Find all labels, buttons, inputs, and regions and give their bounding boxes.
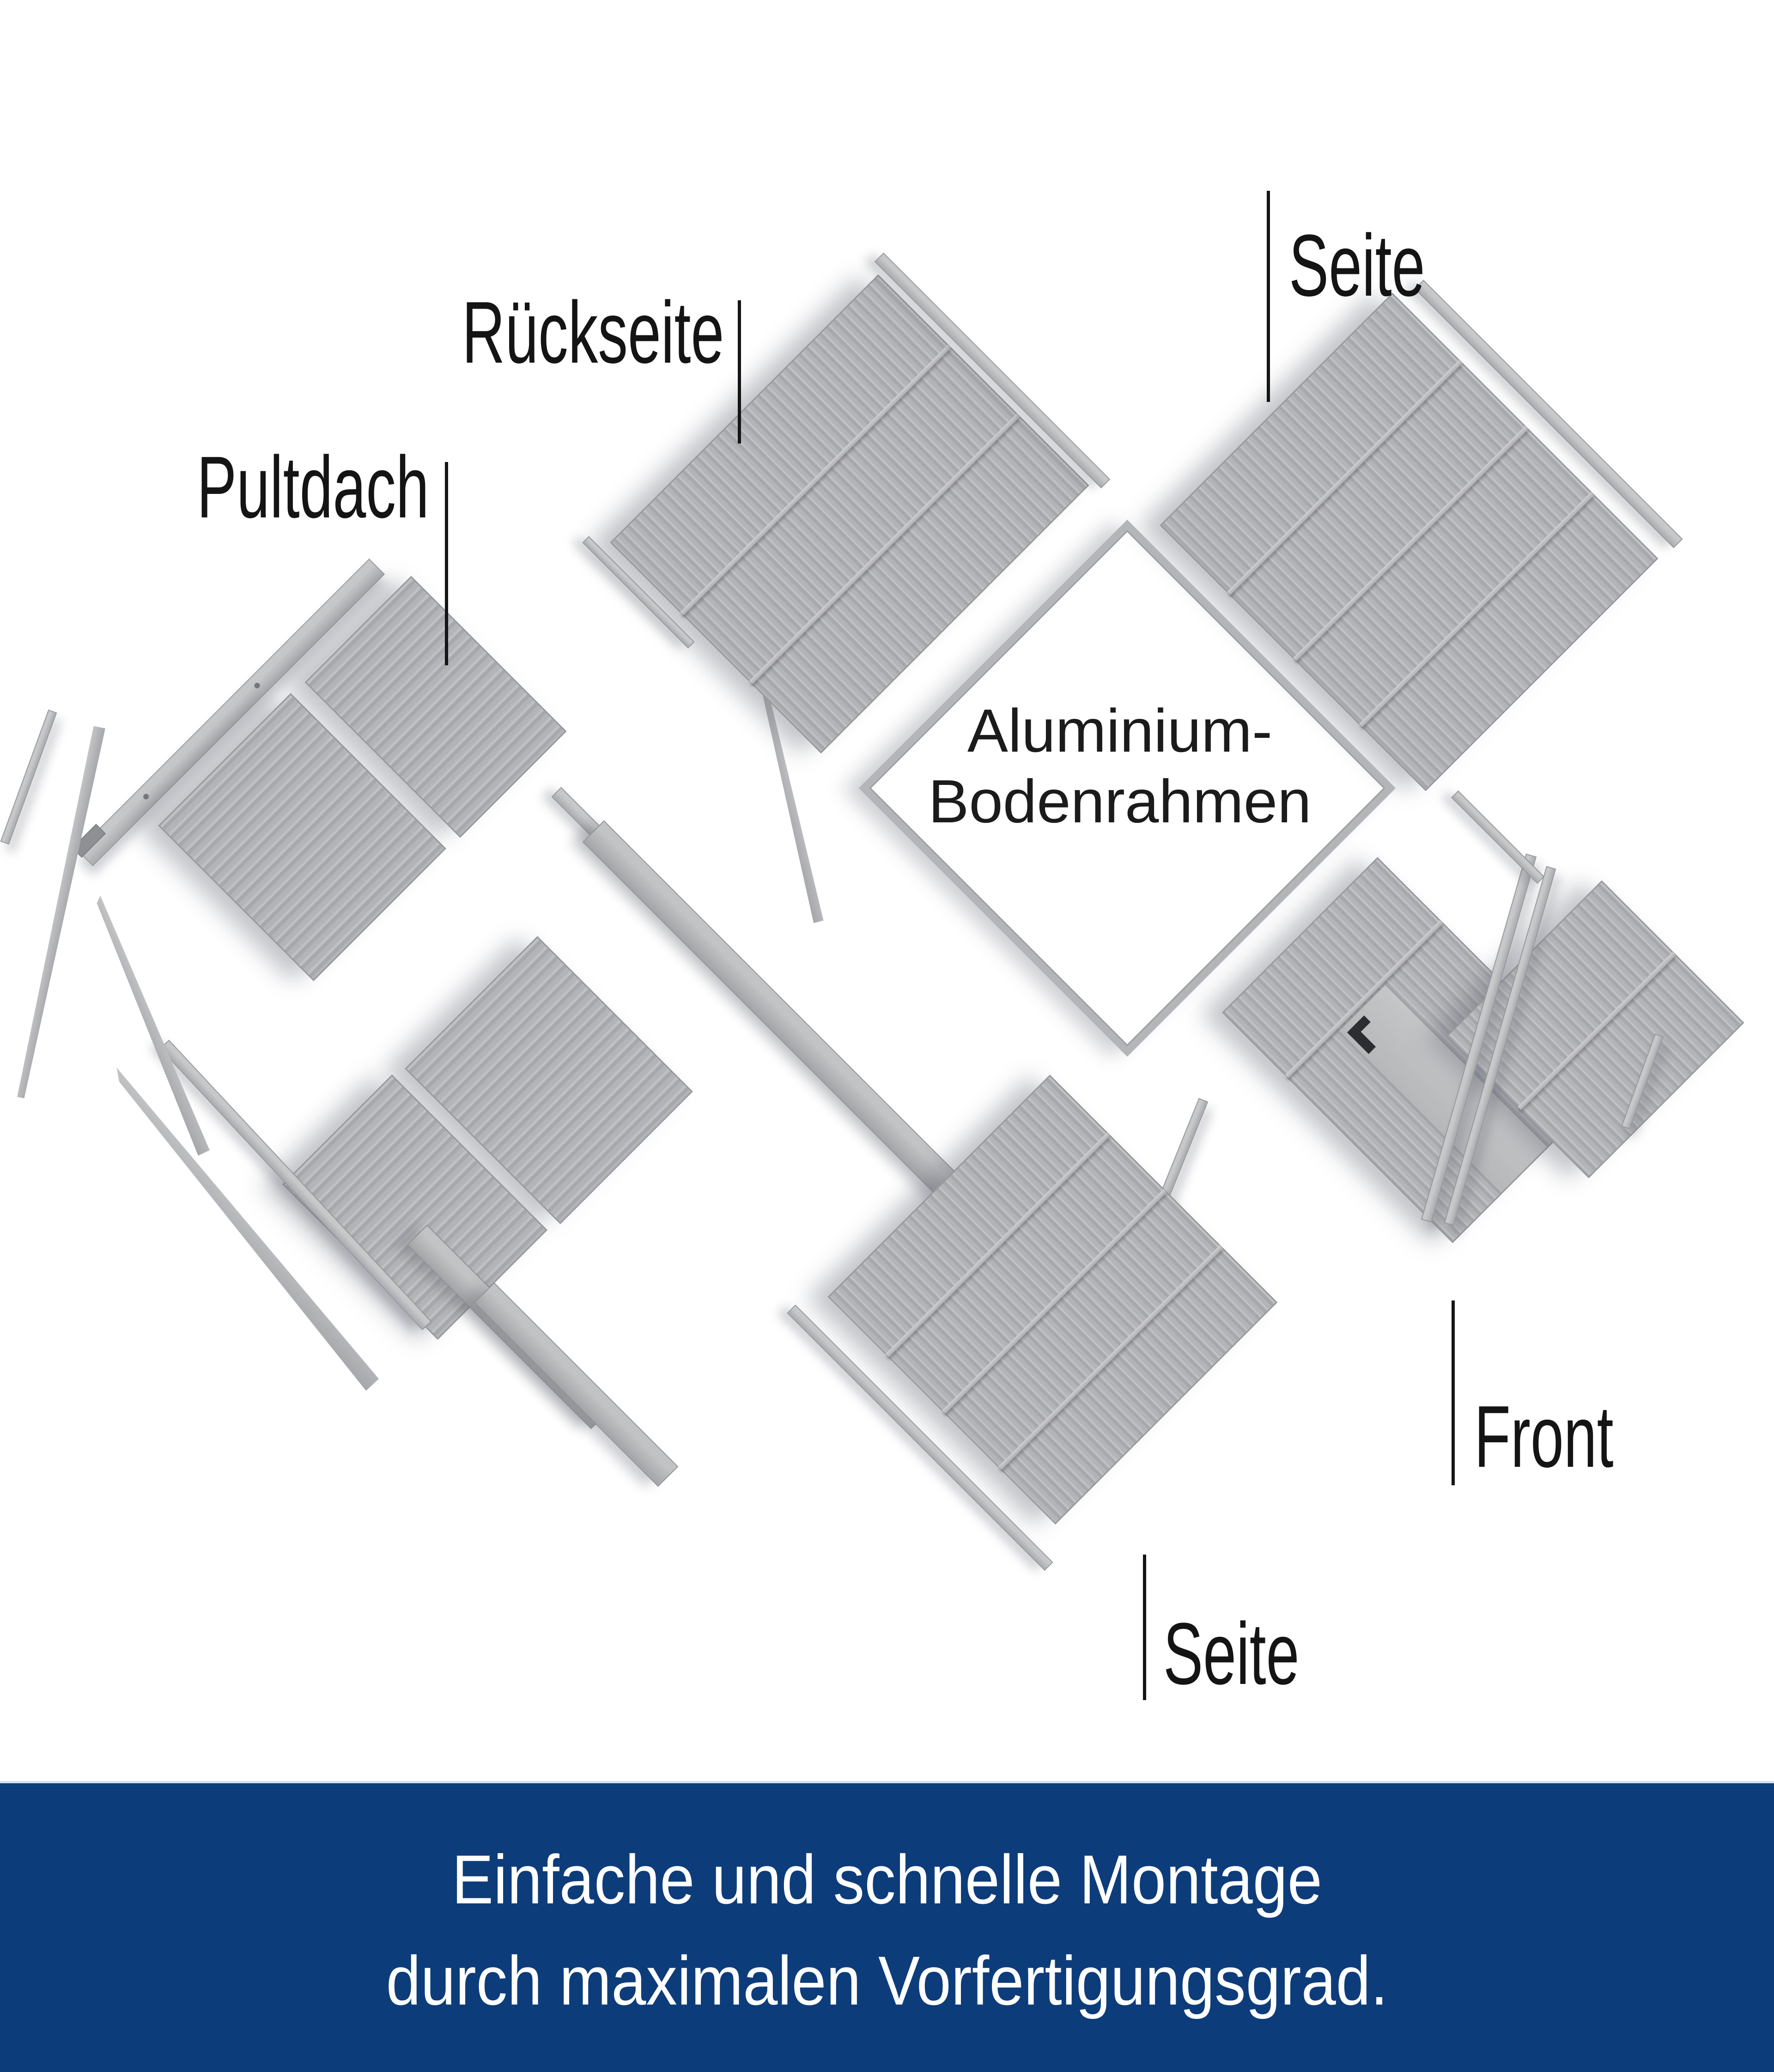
screw-hole [142,793,150,801]
leader-line-pultdach [445,462,448,665]
door-handle [1347,1025,1376,1054]
caption-line-1: Aluminium- [967,697,1273,765]
leader-line-rueckseite [738,300,741,444]
screw-hole [253,682,261,690]
panel-seam [1293,426,1528,661]
panel-seam [998,1245,1223,1470]
label-front: Front [1474,1388,1614,1486]
label-pultdach: Pultdach [197,438,429,536]
leader-line-seite-top [1267,191,1270,402]
front-top-strip [1451,790,1544,884]
panel-seam [1227,360,1462,595]
banner-text-line-2: durch maximalen Vorfertigungsgrad. [386,1942,1388,2019]
panel-seam [1518,952,1676,1110]
label-seite-top: Seite [1289,217,1425,315]
panel-seam [1359,492,1594,727]
label-aluminium-bodenrahmen [810,695,1429,837]
panel-seam [680,345,951,615]
corner-strip-far-left [0,710,57,845]
label-seite-bottom: Seite [1163,1605,1300,1703]
caption-line-2: Bodenrahmen [928,767,1312,836]
leader-line-front [1452,1300,1455,1485]
info-banner [0,1781,1774,2072]
panel-seam [942,1189,1166,1413]
roof-fascia-bar [583,820,981,1219]
roof-trim-bar-lower-2 [474,1282,679,1487]
leader-line-seite-bottom [1143,1555,1146,1700]
banner-text-line-1: Einfache und schnelle Montage [452,1841,1322,1918]
label-rueckseite: Rückseite [462,284,724,382]
panel-seam [749,413,1020,684]
